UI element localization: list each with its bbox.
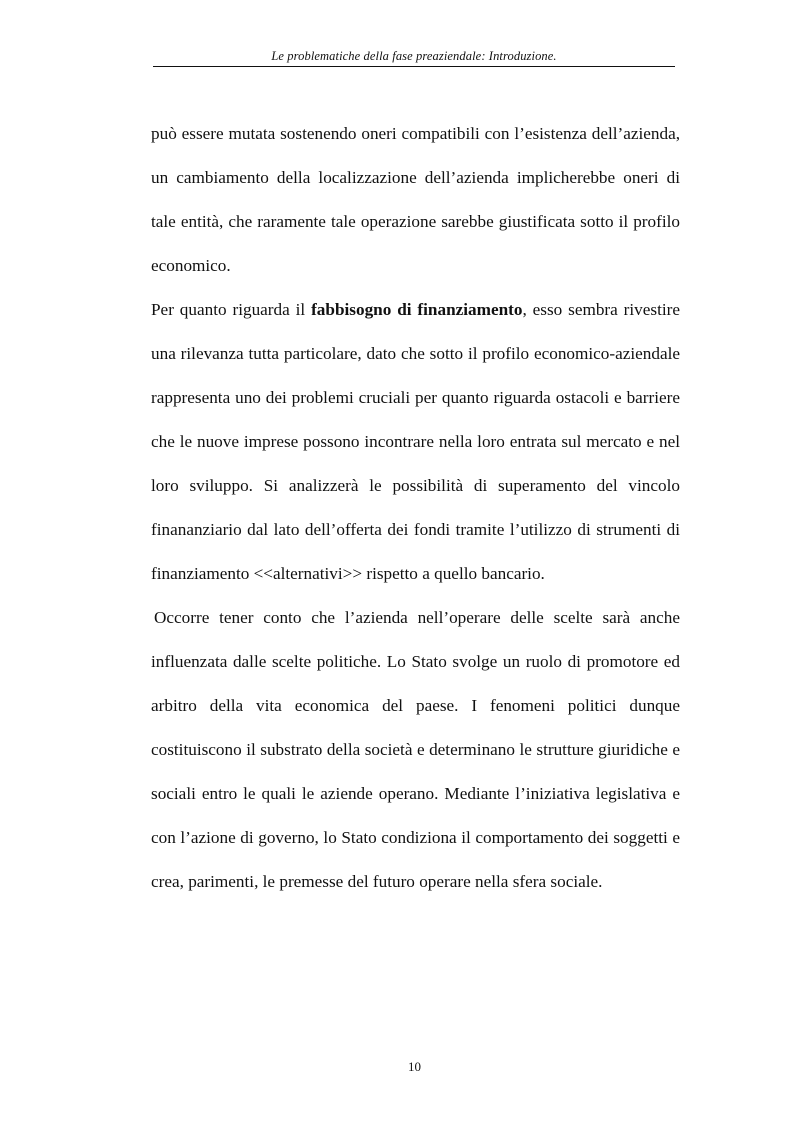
page-number: 10: [408, 1059, 421, 1074]
running-header: Le problematiche della fase preaziendale: Introduzione.: [271, 49, 557, 63]
paragraph-2-start: Per quanto riguarda il: [151, 300, 312, 319]
paragraph-1: può essere mutata sostenendo oneri compatibili con l’esistenza dell’azienda, un cambiamento della localizzazione dell’azienda implicherebbe oneri di tale entità, che raramente tale operazione sarebbe giustificata sotto il profilo economico.: [151, 124, 680, 275]
paragraph-2: [151, 288, 680, 596]
paragraph-3: Occorre tener conto che l’azienda nell’operare delle scelte sarà anche influenzata dalle scelte politiche. Lo Stato svolge un ruolo di promotore ed arbitro della vita economica del paese. I fenomeni politici dunque costituiscono il substrato della società e determinano le strutture giuridiche e sociali entro le quali le aziende operano. Mediante l’iniziativa legislativa e con l’azione di governo, lo Stato condiziona il comportamento dei soggetti e crea, parimenti, le premesse del futuro operare nella sfera sociale.: [151, 608, 680, 891]
header-rule: [153, 66, 675, 67]
bold-term-fabbisogno: fabbisogno di finanziamento: [311, 300, 523, 319]
paragraph-2-end: , esso sembra rivestire una rilevanza tutta particolare, dato che sotto il profilo economico-aziendale rappresenta uno dei problemi cruciali per quanto riguarda ostacoli e barriere che le nuove imprese possono incontrare nella loro entrata sul mercato e nel loro sviluppo. Si analizzerà le possibilità di superamento del vincolo finananziario dal lato dell’offerta dei fondi tramite l’utilizzo di strumenti di finanziamento <<alternativi>> rispetto a quello bancario.: [151, 300, 680, 583]
body-text: [151, 112, 680, 904]
